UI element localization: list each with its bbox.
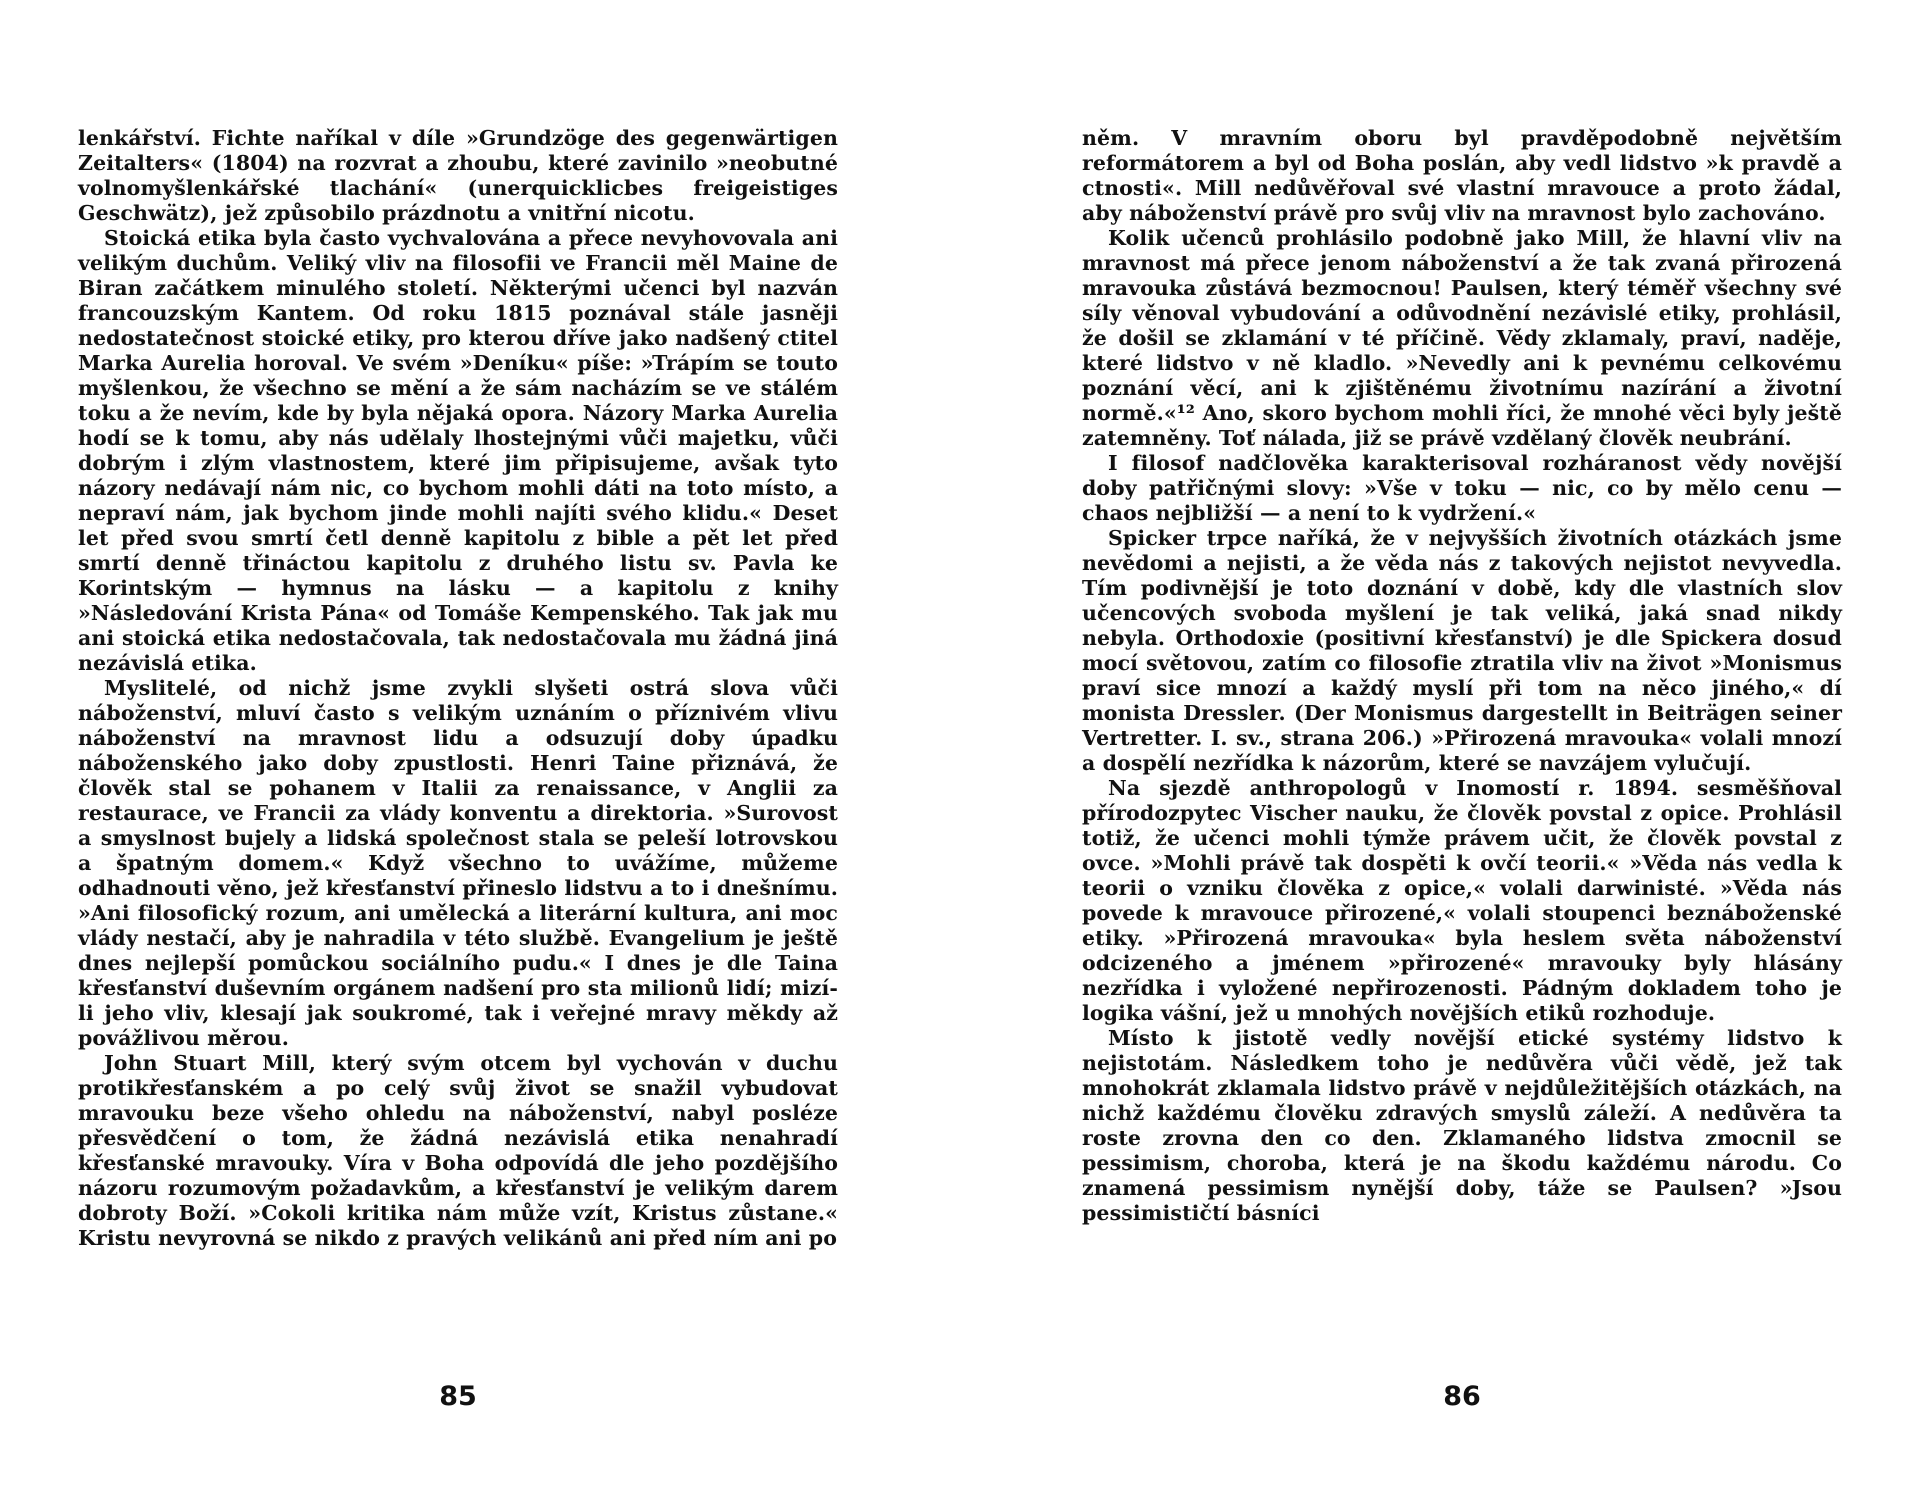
right-paragraph-5: Na sjezdě anthropologů v Inomostí r. 1894. sesměšňoval přírodozpytec Vischer nauku, že člověk povstal z opice. Prohlásil totiž, že učenci mohli týmže právem učit, že člověk povstal z ovce. »Mohli právě tak dospěti k ovčí teorii.« »Věda nás vedla k teorii o vzniku člověka z opice,« volali darwinisté. »Věda nás povede k mravouce přirozené,« volali stoupenci beznáboženské etiky. »Přirozená mravouka« byla heslem světa náboženství odcizeného a jménem »přirozené« mravouky byly hlásány nezřídka i vyložené nepřirozenosti. Pádným dokladem toho je logika vášní, jež u mnohých novějších etiků rozhoduje. xyxy=(1082,776,1842,1025)
right-page-number: 86 xyxy=(1443,1381,1481,1412)
right-paragraph-1: něm. V mravním oboru byl pravděpodobně největším reformátorem a byl od Boha poslán, aby vedl lidstvo »k pravdě a ctnosti«. Mill nedůvěřoval své vlastní mravouce a proto žádal, aby náboženství právě pro svůj vliv na mravnost bylo zachováno. xyxy=(1082,126,1842,225)
left-page xyxy=(78,126,838,1426)
right-page-text xyxy=(1082,126,1842,1226)
right-paragraph-6: Místo k jistotě vedly novější etické systémy lidstvo k nejistotám. Následkem toho je nedůvěra vůči vědě, jež tak mnohokrát zklamala lidstvo právě v nejdůležitějších otázkách, na nichž každému člověku zdravých smyslů záleží. A nedůvěra ta roste zrovna den co den. Zklamaného lidstva zmocnil se pessimism, choroba, která je na škodu každému národu. Co znamená pessimism nynější doby, táže se Paulsen? »Jsou pessimističtí básníci xyxy=(1082,1026,1842,1225)
right-paragraph-2: Kolik učenců prohlásilo podobně jako Mill, že hlavní vliv na mravnost má přece jenom náboženství a že tak zvaná přirozená mravouka zůstává bezmocnou! Paulsen, který téměř všechny své síly věnoval vybudování a odůvodnění nezávislé etiky, prohlásil, že došil se zklamání v té příčině. Vědy zklamaly, praví, naděje, které lidstvo v ně kladlo. »Nevedly ani k pevnému celkovému poznání věcí, ani k zjištěnému životnímu nazírání a životní normě.«¹² Ano, skoro bychom mohli říci, že mnohé věci byly ještě zatemněny. Toť nálada, již se právě vzdělaný člověk neubrání. xyxy=(1082,226,1842,450)
left-page-text xyxy=(78,126,838,1251)
right-paragraph-3: I filosof nadčlověka karakterisoval rozháranost vědy novější doby patřičnými slovy: »Vše v toku — nic, co by mělo cenu — chaos nejbližší — a není to k vydržení.« xyxy=(1082,451,1842,525)
left-paragraph-1: lenkářství. Fichte naříkal v díle »Grundzöge des gegenwärtigen Zeitalters« (1804) na rozvrat a zhoubu, které zavinilo »neobutné volnomyšlenkářské tlachání« (unerquicklicbes freigeistiges Geschwätz), jež způsobilo prázdnotu a vnitřní nicotu. xyxy=(78,126,838,225)
left-paragraph-2: Stoická etika byla často vychvalována a přece nevyhovovala ani velikým duchům. Veliký vliv na filosofii ve Francii měl Maine de Biran začátkem minulého století. Některými učenci byl nazván francouzským Kantem. Od roku 1815 poznával stále jasněji nedostatečnost stoické etiky, pro kterou dříve jako nadšený ctitel Marka Aurelia horoval. Ve svém »Deníku« píše: »Trápím se touto myšlenkou, že všechno se mění a že sám nacházím se ve stálém toku a že nevím, kde by byla nějaká opora. Názory Marka Aurelia hodí se k tomu, aby nás udělaly lhostejnými vůči majetku, vůči dobrým i zlým vlastnostem, které jim připisujeme, avšak tyto názory nedávají nám nic, co bychom mohli dáti na toto místo, a nepraví nám, jak bychom jinde mohli najíti svého klidu.« Deset let před svou smrtí četl denně kapitolu z bible a pět let před smrtí denně třináctou kapitolu z druhého listu sv. Pavla ke Korintským — hymnus na lásku — a kapitolu z knihy »Následování Krista Pána« od Tomáše Kempenského. Tak jak mu ani stoická etika nedostačovala, tak nedostačovala mu žádná jiná nezávislá etika. xyxy=(78,226,838,675)
right-paragraph-4: Spicker trpce naříká, že v nejvyšších životních otázkách jsme nevědomi a nejisti, a že věda nás z takových nejistot nevyvedla. Tím podivnější je toto doznání v době, kdy dle vlastních slov učencových svoboda myšlení je tak veliká, jaká snad nikdy nebyla. Orthodoxie (positivní křesťanství) je dle Spickera dosud mocí světovou, zatím co filosofie ztratila vliv na život »Monismus praví sice mnozí a každý myslí při tom na něco jiného,« dí monista Dressler. (Der Monismus dargestellt in Beiträgen seiner Vertretter. I. sv., strana 206.) »Přirozená mravouka« volali mnozí a dospělí nezřídka k názorům, které se navzájem vylučují. xyxy=(1082,526,1842,775)
left-paragraph-4: John Stuart Mill, který svým otcem byl vychován v duchu protikřesťanském a po celý svůj život se snažil vybudovat mravouku beze všeho ohledu na náboženství, nabyl posléze přesvědčení o tom, že žádná nezávislá etika nenahradí křesťanské mravouky. Víra v Boha odpovídá dle jeho pozdějšího názoru rozumovým požadavkům, a křesťanství je velikým darem dobroty Boží. »Cokoli kritika nám může vzít, Kristus zůstane.« Kristu nevyrovná se nikdo z pravých velikánů ani před ním ani po xyxy=(78,1051,838,1250)
right-page xyxy=(1082,126,1842,1426)
left-paragraph-3: Myslitelé, od nichž jsme zvykli slyšeti ostrá slova vůči náboženství, mluví často s velikým uznáním o příznivém vlivu náboženství na mravnost lidu a odsuzují doby úpadku náboženského jako doby zpustlosti. Henri Taine přiznává, že člověk stal se pohanem v Italii za renaissance, v Anglii za restaurace, ve Francii za vlády konventu a direktoria. »Surovost a smyslnost bujely a lidská společnost stala se peleší lotrovskou a špatným domem.« Když všechno to uvážíme, můžeme odhadnouti věno, jež křesťanství přineslo lidstvu a to i dnešnímu. »Ani filosofický rozum, ani umělecká a literární kultura, ani moc vlády nestačí, aby je nahradila v této službě. Evangelium je ještě dnes nejlepší pomůckou sociálního pudu.« I dnes je dle Taina křesťanství duševním orgánem nadšení pro sta milionů lidí; mizí-li jeho vliv, klesají jak soukromé, tak i veřejné mravy měkdy až povážlivou měrou. xyxy=(78,676,838,1050)
left-page-number: 85 xyxy=(439,1381,477,1412)
